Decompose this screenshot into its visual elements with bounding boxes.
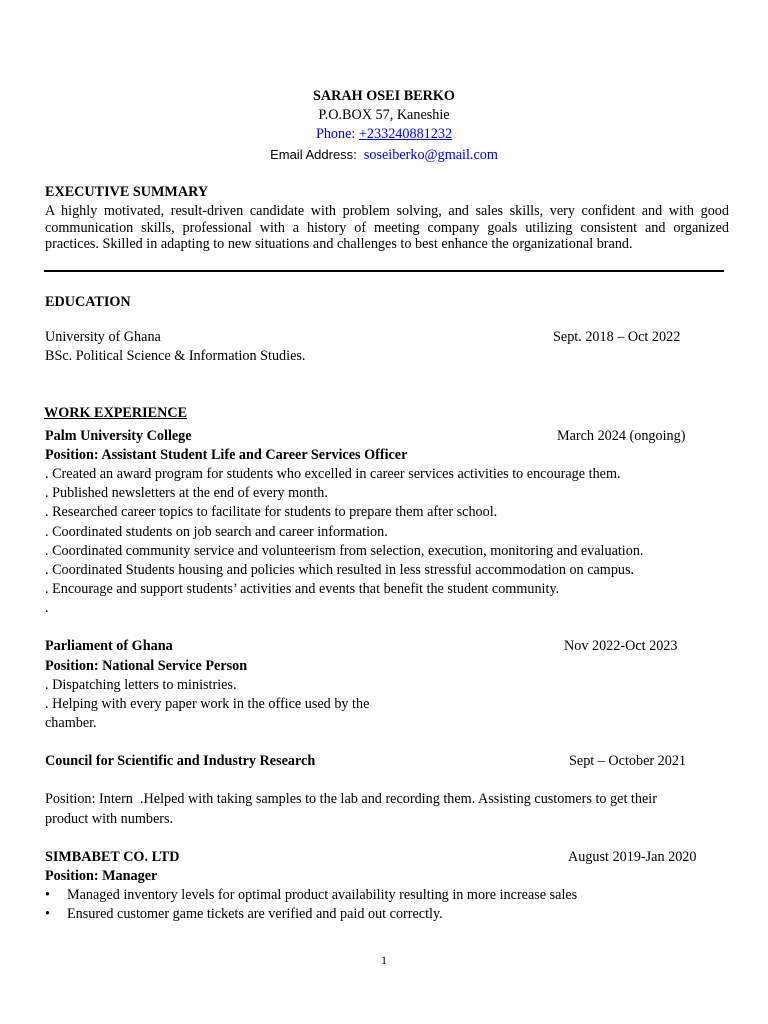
job1-duty: . Coordinated Students housing and policies which resulted in less stressful accommodation on campus.: [45, 562, 635, 578]
phone-link[interactable]: +233240881232: [358, 126, 453, 142]
job2-duty: . Helping with every paper work in the office used by the: [45, 696, 370, 712]
job2-position: Position: National Service Person: [45, 658, 248, 674]
education-school: University of Ghana: [45, 329, 161, 345]
email-label: Email Address:: [270, 147, 357, 162]
job1-duty: . Encourage and support students’ activities and events that benefit the student community.: [45, 581, 560, 597]
job4-dates: August 2019-Jan 2020: [568, 849, 697, 865]
bullet-icon: •: [45, 906, 50, 922]
job3-description: product with numbers.: [45, 811, 174, 827]
phone-label: Phone:: [315, 126, 359, 142]
email-line: [0, 145, 768, 165]
phone-line: [0, 125, 768, 144]
candidate-name: SARAH OSEI BERKO: [313, 88, 455, 104]
job2-duty: chamber.: [45, 715, 97, 731]
section-divider: [44, 270, 724, 272]
job2-organization: Parliament of Ghana: [45, 638, 173, 654]
job1-position: Position: Assistant Student Life and Career Services Officer: [45, 447, 408, 463]
job2-duty: . Dispatching letters to ministries.: [45, 677, 237, 693]
bullet-icon: •: [45, 887, 50, 903]
summary-text: A highly motivated, result-driven candidate with problem solving, and sales skills, very confident and with good communication skills, professional with a history of meeting company goals utilizing consistent and organized practices. Skilled in adapting to new situations and challenges to best enhance the organizational brand.: [45, 203, 729, 253]
page-number: 1: [381, 953, 387, 967]
job3-description: Position: Intern .Helped with taking samples to the lab and recording them. Assisting customers to get their: [45, 791, 657, 807]
job1-organization: Palm University College: [45, 428, 192, 444]
summary-heading: EXECUTIVE SUMMARY: [45, 184, 209, 200]
job3-organization: Council for Scientific and Industry Research: [45, 753, 316, 769]
job2-dates: Nov 2022-Oct 2023: [564, 638, 678, 654]
postal-address: P.O.BOX 57, Kaneshie: [318, 107, 450, 123]
job1-duty: . Published newsletters at the end of every month.: [45, 485, 328, 501]
education-dates: Sept. 2018 – Oct 2022: [553, 329, 681, 345]
education-degree: BSc. Political Science & Information Studies.: [45, 348, 306, 364]
job4-duty: Ensured customer game tickets are verified and paid out correctly.: [67, 906, 443, 922]
education-heading: EDUCATION: [45, 294, 131, 310]
email-link[interactable]: soseiberko@gmail.com: [363, 147, 498, 163]
job1-duty: . Researched career topics to facilitate for students to prepare them after school.: [45, 504, 498, 520]
job4-organization: SIMBABET CO. LTD: [45, 849, 180, 865]
job3-dates: Sept – October 2021: [569, 753, 687, 769]
job4-duty: Managed inventory levels for optimal product availability resulting in more increase sales: [67, 887, 578, 903]
job1-duty: . Coordinated community service and volunteerism from selection, execution, monitoring and evaluation.: [45, 543, 644, 559]
job1-duty: . Created an award program for students who excelled in career services activities to encourage them.: [45, 466, 621, 482]
job1-duty: . Coordinated students on job search and career information.: [45, 524, 388, 540]
job4-position: Position: Manager: [45, 868, 158, 884]
job1-dates: March 2024 (ongoing): [557, 428, 686, 444]
job1-duty: .: [45, 600, 49, 616]
work-heading: WORK EXPERIENCE: [44, 405, 188, 421]
